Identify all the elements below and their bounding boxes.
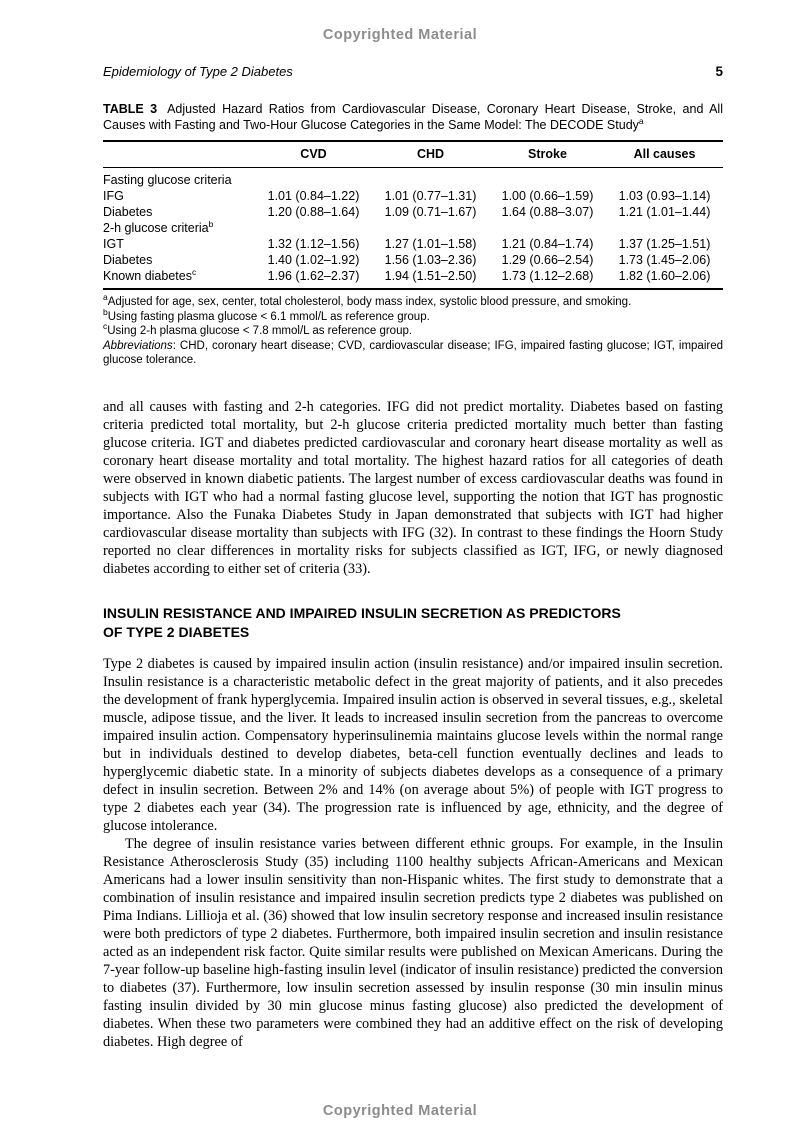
table-footnote: $^b$Using fasting plasma glucose < 6.1 mmol/L as reference group. xyxy=(103,306,430,323)
row-label: Diabetes xyxy=(103,253,153,267)
table-header-cvd: CVD xyxy=(255,141,372,168)
table-cell: 1.21 (0.84–1.74) xyxy=(501,237,594,251)
running-head-title: Epidemiology of Type 2 Diabetes xyxy=(103,64,293,79)
table-header xyxy=(103,141,723,168)
table-cell: 1.73 (1.45–2.06) xyxy=(618,253,711,267)
table-cell: 1.96 (1.62–2.37) xyxy=(267,269,360,283)
table-cell: 1.64 (0.88–3.07) xyxy=(501,205,594,219)
row-label-superscript: b xyxy=(208,218,214,229)
copyright-notice-top: Copyrighted Material xyxy=(322,27,478,43)
table-footnote: $^a$Adjusted for age, sex, center, total cholesterol, body mass index, systolic blood pressure, and smoking. xyxy=(103,292,632,308)
table-header-row xyxy=(103,141,723,168)
table-cell: 1.01 (0.77–1.31) xyxy=(384,189,477,203)
row-label-superscript: c xyxy=(191,266,197,277)
table-cell: 1.29 (0.66–2.54) xyxy=(501,253,594,267)
table-abbreviations-note: Abbreviations: CHD, coronary heart disease; CVD, cardiovascular disease; IFG, impaired fasting glucose; IGT, impaired glucose tolerance. xyxy=(103,339,723,366)
table-header-chd: CHD xyxy=(372,141,489,168)
paragraph-insulin-resistance: Type 2 diabetes is caused by impaired insulin action (insulin resistance) and/or impaired insulin secretion. Insulin resistance is a characteristic metabolic defect in the great majority of patients, and it also precedes the development of frank hyperglycemia. Impaired insulin action is observed in several tissues, e.g., skeletal muscle, adipose tissue, and the liver. It leads to increased insulin secretion from the pancreas to overcome impaired insulin action. Compensatory hyperinsulinemia maintains glucose levels within the normal range but in individuals destined to develop diabetes, beta-cell function eventually declines and leads to hyperglycemic diabetic state. In a minority of subjects diabetes develops as a consequence of a primary defect in insulin secretion. Between 2% and 14% (on average about 5%) of people with IGT progress to type 2 diabetes each year (34). The progression rate is influenced by age, ethnicity, and the degree of glucose intolerance. xyxy=(103,655,723,834)
table-cell xyxy=(489,220,606,236)
section-heading-line2: OF TYPE 2 DIABETES xyxy=(103,623,250,640)
row-label: Fasting glucose criteria xyxy=(103,173,232,187)
table-body xyxy=(103,168,723,290)
table-cell: 1.03 (0.93–1.14) xyxy=(618,189,711,203)
section-heading xyxy=(103,604,723,642)
body-text xyxy=(103,398,723,1051)
table-cell: 1.32 (1.12–1.56) xyxy=(267,237,360,251)
footnote-superscript: a xyxy=(103,292,108,303)
table-footnote: $^c$Using 2-h plasma glucose < 7.8 mmol/L as reference group. xyxy=(103,321,413,337)
table-caption xyxy=(103,101,723,133)
table-row xyxy=(103,188,723,204)
table-header-stroke: Stroke xyxy=(489,141,606,168)
table-row xyxy=(103,268,723,289)
row-label: Diabetes xyxy=(103,205,153,219)
table-cell: 1.56 (1.03–2.36) xyxy=(384,253,477,267)
table-footnotes xyxy=(103,292,723,368)
table-cell: 1.82 (1.60–2.06) xyxy=(618,269,711,283)
table-row xyxy=(103,168,723,189)
row-label: Known diabetes$^c$ xyxy=(103,266,197,283)
table-cell xyxy=(255,220,372,236)
table-row xyxy=(103,236,723,252)
table-cell xyxy=(489,168,606,189)
paragraph-mortality: and all causes with fasting and 2-h categories. IFG did not predict mortality. Diabetes based on fasting criteria predicted total mortality, but 2-h glucose criteria predicted mortality much better than fasting glucose criteria. IGT and diabetes predicted cardiovascular and coronary heart disease mortality as well as coronary heart disease mortality and total mortality. The highest hazard ratios for all categories of death were observed in known diabetic patients. The largest number of excess cardiovascular deaths was found in subjects with IGT who had a normal fasting glucose level, supporting the notion that IGT has prognostic importance. Also the Funaka Diabetes Study in Japan demonstrated that subjects with IGT had higher cardiovascular disease mortality than subjects with IFG (32). In contrast to these findings the Hoorn Study reported no clear differences in mortality risks for subjects classified as IGT, IFG, or newly diagnosed diabetes according to either set of criteria (33). xyxy=(103,398,723,577)
table-cell: 1.20 (0.88–1.64) xyxy=(267,205,360,219)
table-cell: 1.09 (0.71–1.67) xyxy=(384,205,477,219)
table-cell xyxy=(372,220,489,236)
table-header-all-causes: All causes xyxy=(606,141,723,168)
table-caption-label: TABLE 3 xyxy=(103,102,158,116)
table-cell xyxy=(606,168,723,189)
table-cell: 1.01 (0.84–1.22) xyxy=(267,189,360,203)
table-cell: 1.37 (1.25–1.51) xyxy=(618,237,711,251)
table-cell xyxy=(372,168,489,189)
table-cell: 1.94 (1.51–2.50) xyxy=(384,269,477,283)
row-label: IFG xyxy=(103,189,124,203)
table-cell xyxy=(255,168,372,189)
paragraph-ethnic-groups: The degree of insulin resistance varies between different ethnic groups. For example, in the Insulin Resistance Atherosclerosis Study (35) including 1100 healthy subjects African-Americans and Mexican Americans had a lower insulin sensitivity than non-Hispanic whites. The first study to demonstrate that a combination of insulin resistance and impaired insulin secretion predicts type 2 diabetes was published on Pima Indians. Lillioja et al. (36) showed that low insulin secretory response and increased insulin resistance were both predictors of type 2 diabetes. Furthermore, both impaired insulin secretion and insulin resistance acted as an independent risk factor. Quite similar results were published on Mexican Americans. During the 7-year follow-up baseline high-fasting insulin level (indicator of insulin resistance) predicted the conversion to diabetes (37). Furthermore, low insulin secretion assessed by insulin response (30 min insulin minus fasting insulin divided by 30 min glucose minus fasting glucose) also predicted the development of diabetes. When these two parameters were combined they had an additive effect on the risk of developing diabetes. High degree of xyxy=(103,835,723,1050)
table-cell: 1.27 (1.01–1.58) xyxy=(384,237,477,251)
copyright-notice-bottom: Copyrighted Material xyxy=(322,1103,478,1119)
page-number: 5 xyxy=(715,64,723,79)
running-head xyxy=(103,64,723,79)
table-caption-text: Adjusted Hazard Ratios from Cardiovascular Disease, Coronary Heart Disease, Stroke, and All Causes with Fasting and Two-Hour Glucose Categories in the Same Model: The DECODE Study xyxy=(103,102,723,132)
table-cell: 1.21 (1.01–1.44) xyxy=(618,205,711,219)
section-heading-line1: INSULIN RESISTANCE AND IMPAIRED INSULIN SECRETION AS PREDICTORS xyxy=(103,604,621,621)
table-row xyxy=(103,252,723,268)
table-row xyxy=(103,204,723,220)
footnote-superscript: c xyxy=(103,321,108,332)
table-caption-superscript: a xyxy=(638,115,644,126)
table-cell: 1.00 (0.66–1.59) xyxy=(501,189,594,203)
table-cell xyxy=(606,220,723,236)
hazard-ratio-table xyxy=(103,140,723,290)
row-label: IGT xyxy=(103,237,124,251)
table-cell: 1.73 (1.12–2.68) xyxy=(501,269,594,283)
table-cell: 1.40 (1.02–1.92) xyxy=(267,253,360,267)
footnote-superscript: b xyxy=(103,306,108,317)
row-label: 2-h glucose criteria$^b$ xyxy=(103,218,214,235)
table-block xyxy=(103,101,723,368)
abbreviations-label: Abbreviations xyxy=(103,339,173,352)
table-header-empty-cell xyxy=(103,141,255,168)
table-row xyxy=(103,220,723,236)
